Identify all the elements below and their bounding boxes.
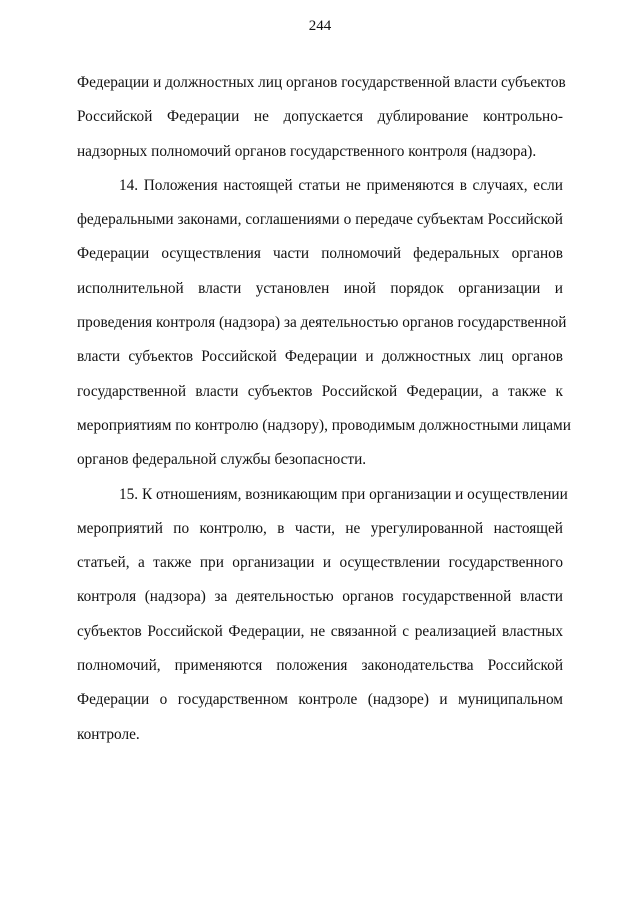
text-line: контроле. [77,725,140,743]
text-line: органов федеральной службы безопасности. [77,451,367,469]
text-line: мероприятиям по контролю (надзору), проводимым должностными лицами [77,416,571,434]
text-line: полномочий, применяются положения законодательства Российской [77,657,563,675]
document-body [77,66,571,752]
text-line: Российской Федерации не допускается дублирование контрольно- [77,108,563,126]
text-line: Федерации осуществления части полномочий федеральных органов [77,245,563,263]
text-line: надзорных полномочий органов государственного контроля (надзора). [77,142,537,160]
text-line: Федерации о государственном контроле (надзоре) и муниципальном [77,691,563,709]
text-line: власти субъектов Российской Федерации и должностных лиц органов [77,348,563,366]
text-line: субъектов Российской Федерации, не связанной с реализацией властных [77,622,563,640]
text-line: контроля (надзора) за деятельностью органов государственной власти [77,588,563,606]
text-line: Федерации и должностных лиц органов государственной власти субъектов [77,74,566,91]
text-line: исполнительной власти установлен иной порядок организации и [77,279,563,297]
text-line: 15. К отношениям, возникающим при организации и осуществлении [119,485,568,503]
text-line: мероприятий по контролю, в части, не урегулированной настоящей [77,519,563,537]
paragraph-15 [77,478,568,752]
text-line: 14. Положения настоящей статьи не применяются в случаях, если [119,176,563,194]
text-line: проведения контроля (надзора) за деятельностью органов государственной [77,314,567,332]
text-line: статьей, а также при организации и осуществлении государственного [77,554,563,572]
paragraph-14 [77,169,571,478]
paragraph-continuation [77,66,566,169]
page-number: 244 [308,18,332,34]
text-line: федеральными законами, соглашениями о передаче субъектам Российской [77,211,563,229]
text-line: государственной власти субъектов Российской Федерации, а также к [77,382,563,400]
